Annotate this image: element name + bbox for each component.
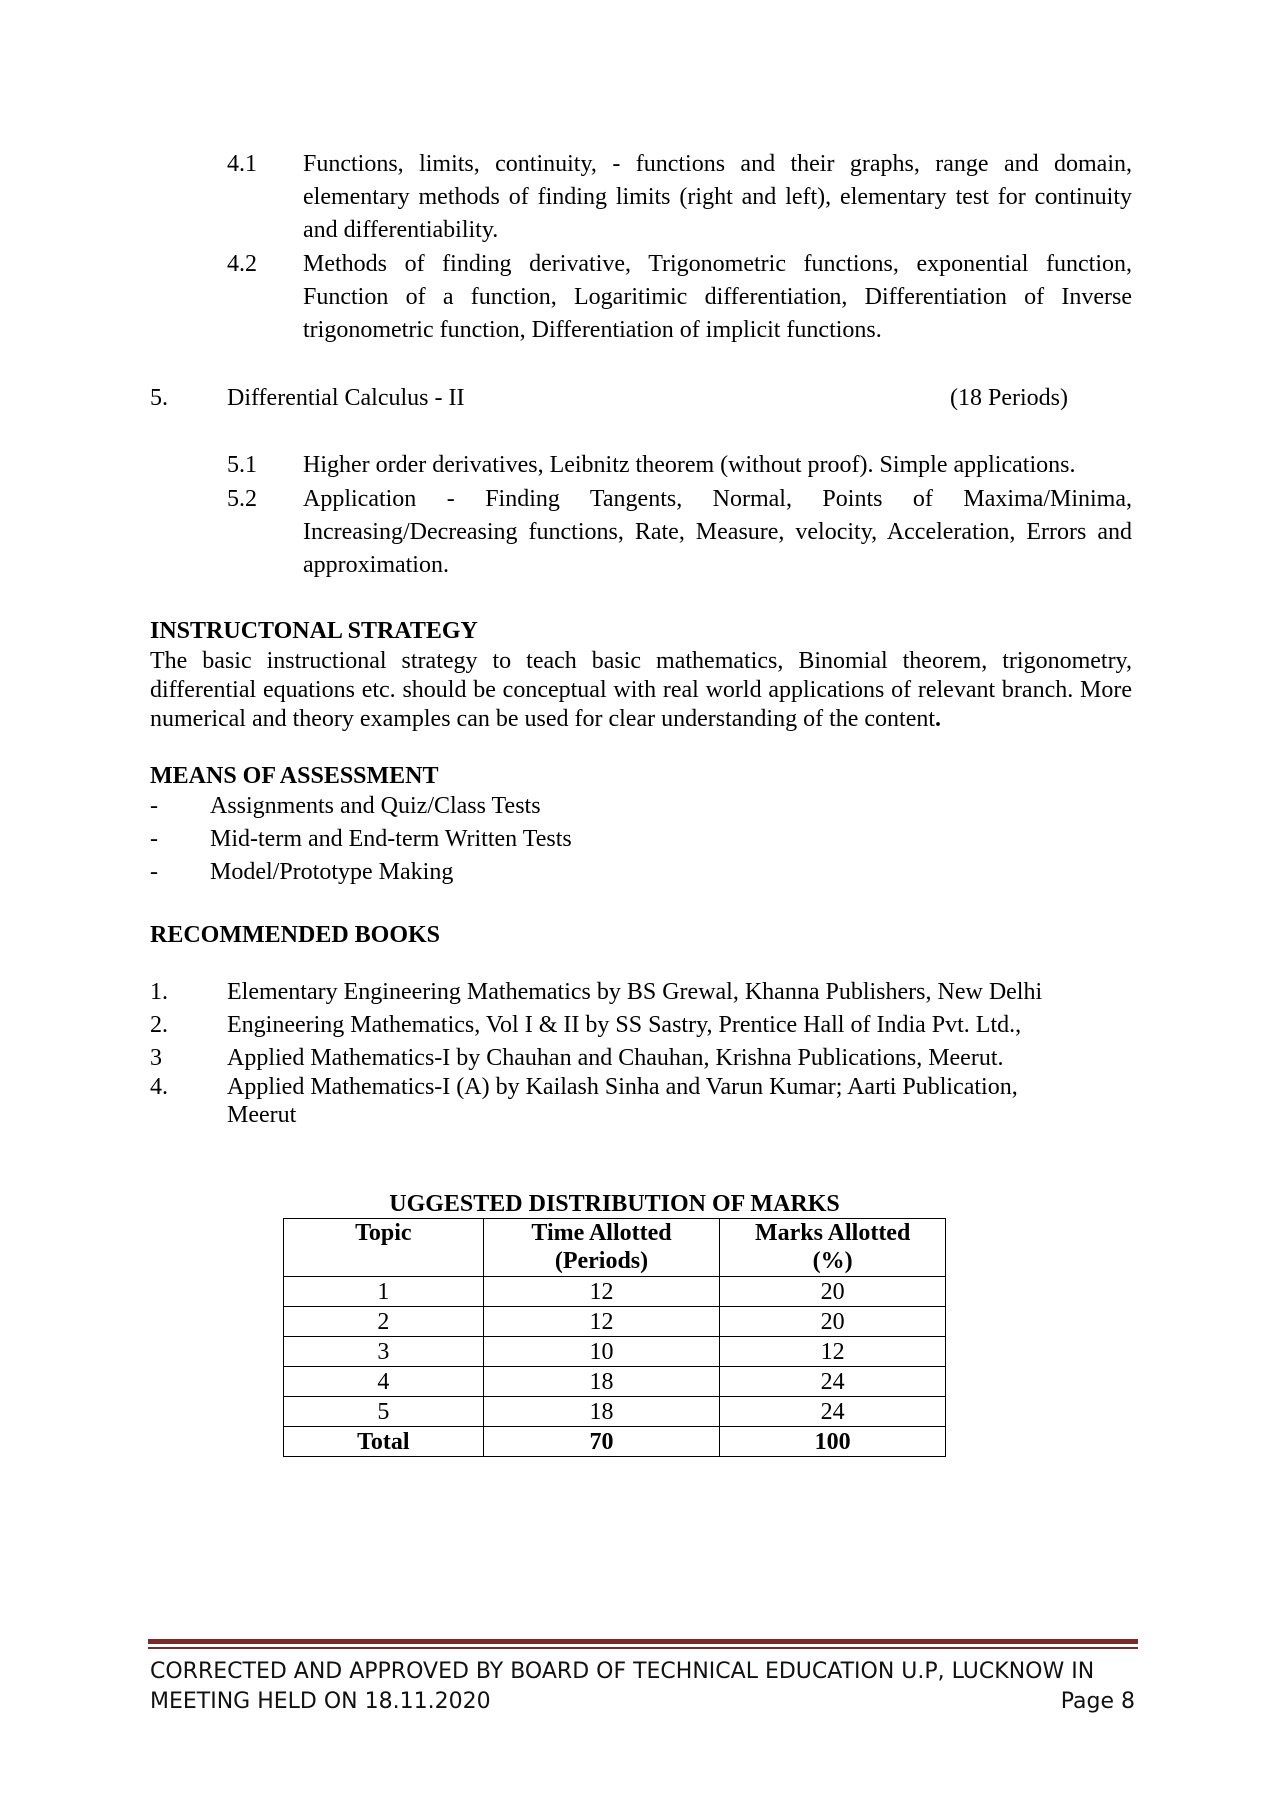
assessment-item-text: Assignments and Quiz/Class Tests	[210, 793, 541, 819]
assessment-item-text: Model/Prototype Making	[210, 859, 454, 885]
subtopic-4-1	[227, 148, 1132, 247]
strategy-end-period: .	[935, 706, 942, 732]
subtopic-number: 4.1	[227, 151, 257, 177]
subtopic-number: 5.1	[227, 452, 257, 478]
page-number: Page 8	[1060, 1689, 1135, 1714]
column-header-topic	[284, 1219, 484, 1277]
subtopic-text: Functions, limits, continuity, - functions and their graphs, range and domain, elementary methods of finding limits (right and left), elementary test for continuity and differentiability.	[303, 151, 1132, 243]
footer-meeting-date: MEETING HELD ON 18.11.2020	[150, 1689, 491, 1714]
book-text: Applied Mathematics-I (A) by Kailash Sinha and Varun Kumar; Aarti Publication, Meerut	[227, 1074, 1018, 1128]
table-row	[284, 1337, 946, 1367]
cell-marks: 12	[720, 1337, 946, 1367]
table-row	[284, 1307, 946, 1337]
cell-periods: 12	[483, 1307, 720, 1337]
cell-marks: 24	[720, 1397, 946, 1427]
cell-total-label: Total	[284, 1427, 484, 1457]
table-row	[284, 1277, 946, 1307]
book-item	[150, 1073, 1070, 1129]
unit-number: 5.	[150, 385, 168, 411]
books-heading: RECOMMENDED BOOKS	[150, 922, 441, 948]
book-item	[150, 978, 1140, 1006]
strategy-text: The basic instructional strategy to teach basic mathematics, Binomial theorem, trigonometry, differential equations etc. should be conceptual with real world applications of relevant branch. More numerical and theory examples can be used for clear understanding of the content	[150, 648, 1132, 732]
cell-periods: 18	[483, 1397, 720, 1427]
subtopic-5-2	[227, 483, 1132, 582]
book-item	[150, 1044, 1140, 1072]
cell-topic: 3	[284, 1337, 484, 1367]
subtopic-number: 4.2	[227, 251, 257, 277]
subtopic-text: Methods of finding derivative, Trigonometric functions, exponential function, Function of a function, Logaritimic differentiation, Differentiation of Inverse trigonometric function, Differentiation of implicit functions.	[303, 251, 1132, 343]
book-number: 1.	[150, 979, 168, 1005]
footer-rule-thick	[148, 1639, 1138, 1644]
table-total-row	[284, 1427, 946, 1457]
assessment-heading: MEANS OF ASSESSMENT	[150, 763, 439, 789]
table-row	[284, 1367, 946, 1397]
book-item	[150, 1011, 1140, 1039]
column-header-marks	[720, 1219, 946, 1277]
marks-distribution-table	[283, 1218, 946, 1457]
cell-total-periods: 70	[483, 1427, 720, 1457]
table-header-row	[284, 1219, 946, 1277]
cell-topic: 4	[284, 1367, 484, 1397]
cell-periods: 12	[483, 1277, 720, 1307]
book-text: Elementary Engineering Mathematics by BS Grewal, Khanna Publishers, New Delhi	[227, 979, 1043, 1005]
subtopic-text: Higher order derivatives, Leibnitz theorem (without proof). Simple applications.	[303, 452, 1076, 478]
book-number: 3	[150, 1045, 162, 1071]
column-header-time	[483, 1219, 720, 1277]
strategy-paragraph	[150, 647, 1132, 734]
book-number: 4.	[150, 1074, 168, 1100]
cell-total-marks: 100	[720, 1427, 946, 1457]
marks-table-title: UGGESTED DISTRIBUTION OF MARKS	[389, 1191, 840, 1217]
header-line: Time Allotted	[531, 1220, 672, 1246]
cell-topic: 1	[284, 1277, 484, 1307]
book-text: Engineering Mathematics, Vol I & II by SS Sastry, Prentice Hall of India Pvt. Ltd.,	[227, 1012, 1022, 1038]
book-text: Applied Mathematics-I by Chauhan and Chauhan, Krishna Publications, Meerut.	[227, 1045, 1004, 1071]
header-line: (Periods)	[554, 1248, 649, 1274]
header-line: Topic	[355, 1220, 412, 1246]
table-row	[284, 1397, 946, 1427]
cell-marks: 24	[720, 1367, 946, 1397]
footer-rule-thin	[148, 1647, 1138, 1649]
header-line: (%)	[812, 1248, 853, 1274]
footer-line-2	[150, 1687, 1135, 1717]
dash-bullet: -	[150, 826, 158, 852]
cell-topic: 2	[284, 1307, 484, 1337]
cell-periods: 18	[483, 1367, 720, 1397]
cell-marks: 20	[720, 1307, 946, 1337]
dash-bullet: -	[150, 793, 158, 819]
unit-title: Differential Calculus - II	[227, 385, 465, 411]
subtopic-text: Application - Finding Tangents, Normal, Points of Maxima/Minima, Increasing/Decreasing functions, Rate, Measure, velocity, Acceleration, Errors and approximation.	[303, 486, 1132, 578]
unit-periods: (18 Periods)	[950, 385, 1068, 411]
cell-marks: 20	[720, 1277, 946, 1307]
assessment-item-text: Mid-term and End-term Written Tests	[210, 826, 572, 852]
dash-bullet: -	[150, 859, 158, 885]
book-number: 2.	[150, 1012, 168, 1038]
subtopic-5-1	[227, 449, 1132, 482]
strategy-heading: INSTRUCTONAL STRATEGY	[150, 618, 478, 644]
cell-topic: 5	[284, 1397, 484, 1427]
subtopic-4-2	[227, 248, 1132, 347]
footer-line-1: CORRECTED AND APPROVED BY BOARD OF TECHNICAL EDUCATION U.P, LUCKNOW IN	[150, 1659, 1095, 1684]
header-line: Marks Allotted	[754, 1220, 911, 1246]
cell-periods: 10	[483, 1337, 720, 1367]
subtopic-number: 5.2	[227, 486, 257, 512]
